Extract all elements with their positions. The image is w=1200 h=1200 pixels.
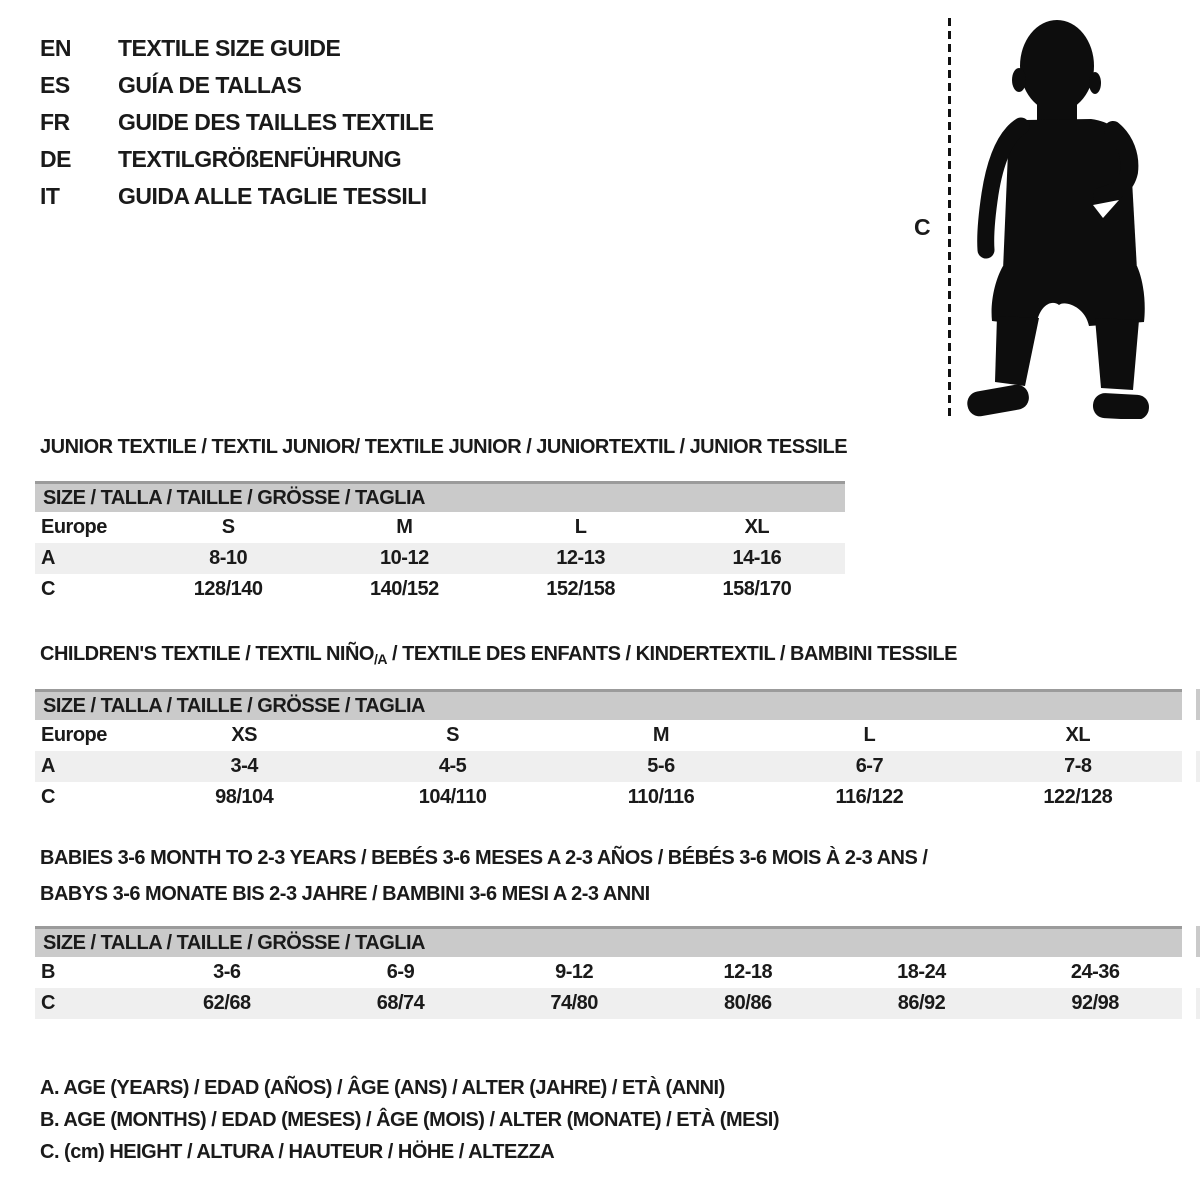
table-cell: S <box>221 516 235 538</box>
table-cell: 86/92 <box>897 992 946 1014</box>
table-cell: S <box>446 724 460 746</box>
table-row <box>35 782 1182 813</box>
junior-table-header-bar <box>35 481 845 512</box>
table-cell: 6-9 <box>386 961 415 983</box>
language-row-en <box>40 30 434 67</box>
table-row <box>35 988 1182 1019</box>
babies-size-table <box>35 926 1182 1019</box>
legend-line-a: A. AGE (YEARS) / EDAD (AÑOS) / ÂGE (ANS) / ALTER (JAHRE) / ETÀ (ANNI) <box>40 1077 725 1099</box>
height-measure-line <box>948 18 951 418</box>
table-cell: 80/86 <box>724 992 772 1014</box>
table-cell: 3-4 <box>230 755 258 777</box>
guide-title-en: TEXTILE SIZE GUIDE <box>118 35 341 61</box>
size-header-label: SIZE / TALLA / TAILLE / GRÖSSE / TAGLIA <box>43 487 425 509</box>
table-row <box>35 543 845 574</box>
table-row <box>35 957 1182 988</box>
table-cell: 158/170 <box>722 578 792 600</box>
table-cell: 92/98 <box>1071 992 1119 1014</box>
table-cell: 140/152 <box>369 578 439 600</box>
children-section-title <box>40 643 957 667</box>
language-code: DE <box>40 146 71 172</box>
babies-title-line-2: BABYS 3-6 MONATE BIS 2-3 JAHRE / BAMBINI 3-6 MESI A 2-3 ANNI <box>40 883 650 905</box>
table-cell: 104/110 <box>418 786 487 808</box>
table-cell: 68/74 <box>376 992 425 1014</box>
table-cell: 122/128 <box>1043 786 1113 808</box>
size-header-label: SIZE / TALLA / TAILLE / GRÖSSE / TAGLIA <box>43 695 425 717</box>
junior-section-title: JUNIOR TEXTILE / TEXTIL JUNIOR/ TEXTILE JUNIOR / JUNIORTEXTIL / JUNIOR TESSILE <box>40 436 848 458</box>
table-cell: 18-24 <box>897 961 946 983</box>
row-label-cell: C <box>41 578 55 600</box>
junior-size-table <box>35 481 845 605</box>
table-cell: 62/68 <box>203 992 251 1014</box>
table-cell: M <box>652 724 670 746</box>
cropped-table-edge <box>1196 926 1200 957</box>
language-row-de <box>40 141 434 178</box>
guide-title-fr: GUIDE DES TAILLES TEXTILE <box>118 109 434 135</box>
table-cell: 128/140 <box>193 578 263 600</box>
table-cell: 24-36 <box>1070 961 1120 983</box>
table-cell: 10-12 <box>380 547 429 569</box>
table-cell: XS <box>231 724 258 746</box>
row-label-cell: C <box>41 786 55 808</box>
table-cell: 14-16 <box>732 547 782 569</box>
toddler-silhouette-icon <box>965 14 1150 419</box>
children-title-post: / TEXTILE DES ENFANTS / KINDERTEXTIL / BAMBINI TESSILE <box>386 643 957 665</box>
babies-table-header-bar <box>35 926 1182 957</box>
table-cell: L <box>863 724 876 746</box>
table-cell: 4-5 <box>438 755 467 777</box>
children-size-table <box>35 689 1182 813</box>
table-cell: 6-7 <box>855 755 884 777</box>
cropped-table-edge <box>1196 988 1200 1019</box>
babies-section-title <box>40 847 927 906</box>
babies-title-line-1: BABIES 3-6 MONTH TO 2-3 YEARS / BEBÉS 3-6 MESES A 2-3 AÑOS / BÉBÉS 3-6 MOIS À 2-3 ANS / <box>40 847 928 869</box>
table-row <box>35 574 845 605</box>
table-cell: 12-18 <box>723 961 773 983</box>
language-code: FR <box>40 109 70 135</box>
language-code: EN <box>40 35 71 61</box>
table-row <box>35 720 1182 751</box>
table-cell: M <box>396 516 413 538</box>
legend <box>40 1072 779 1168</box>
table-row <box>35 751 1182 782</box>
language-title-list <box>40 30 434 215</box>
language-code: ES <box>40 72 70 98</box>
table-cell: 152/158 <box>546 578 616 600</box>
table-cell: 110/116 <box>627 786 695 808</box>
children-title-sub: /A <box>373 651 387 667</box>
row-label-cell: Europe <box>41 516 107 538</box>
size-header-label: SIZE / TALLA / TAILLE / GRÖSSE / TAGLIA <box>43 932 425 954</box>
guide-title-it: GUIDA ALLE TAGLIE TESSILI <box>118 183 427 209</box>
cropped-table-edge <box>1196 751 1200 782</box>
table-cell: 8-10 <box>209 547 248 569</box>
language-code: IT <box>40 183 60 209</box>
row-label-cell: Europe <box>41 724 107 746</box>
table-row <box>35 512 845 543</box>
guide-title-es: GUÍA DE TALLAS <box>118 72 302 98</box>
table-cell: 9-12 <box>555 961 594 983</box>
children-table-header-bar <box>35 689 1182 720</box>
legend-line-c: C. (cm) HEIGHT / ALTURA / HAUTEUR / HÖHE / ALTEZZA <box>40 1141 555 1163</box>
language-row-fr <box>40 104 434 141</box>
table-cell: 98/104 <box>215 786 274 808</box>
table-cell: 7-8 <box>1064 755 1092 777</box>
table-cell: XL <box>1065 724 1091 746</box>
table-cell: 3-6 <box>213 961 241 983</box>
height-measure-label: C <box>914 214 931 240</box>
language-row-es <box>40 67 434 104</box>
table-cell: 12-13 <box>556 547 605 569</box>
table-cell: 5-6 <box>647 755 675 777</box>
guide-title-de: TEXTILGRÖßENFÜHRUNG <box>118 146 402 172</box>
table-cell: 74/80 <box>550 992 598 1014</box>
row-label-cell: A <box>41 755 55 777</box>
cropped-table-edge <box>1196 689 1200 720</box>
children-title-pre: CHILDREN'S TEXTILE / TEXTIL NIÑO <box>40 643 374 665</box>
legend-line-b: B. AGE (MONTHS) / EDAD (MESES) / ÂGE (MOIS) / ALTER (MONATE) / ETÀ (MESI) <box>40 1109 780 1131</box>
row-label-cell: A <box>41 547 55 569</box>
table-cell: XL <box>744 516 770 538</box>
row-label-cell: C <box>41 992 55 1014</box>
table-cell: L <box>574 516 587 538</box>
table-cell: 116/122 <box>835 786 904 808</box>
language-row-it <box>40 178 434 215</box>
row-label-cell: B <box>41 961 55 983</box>
